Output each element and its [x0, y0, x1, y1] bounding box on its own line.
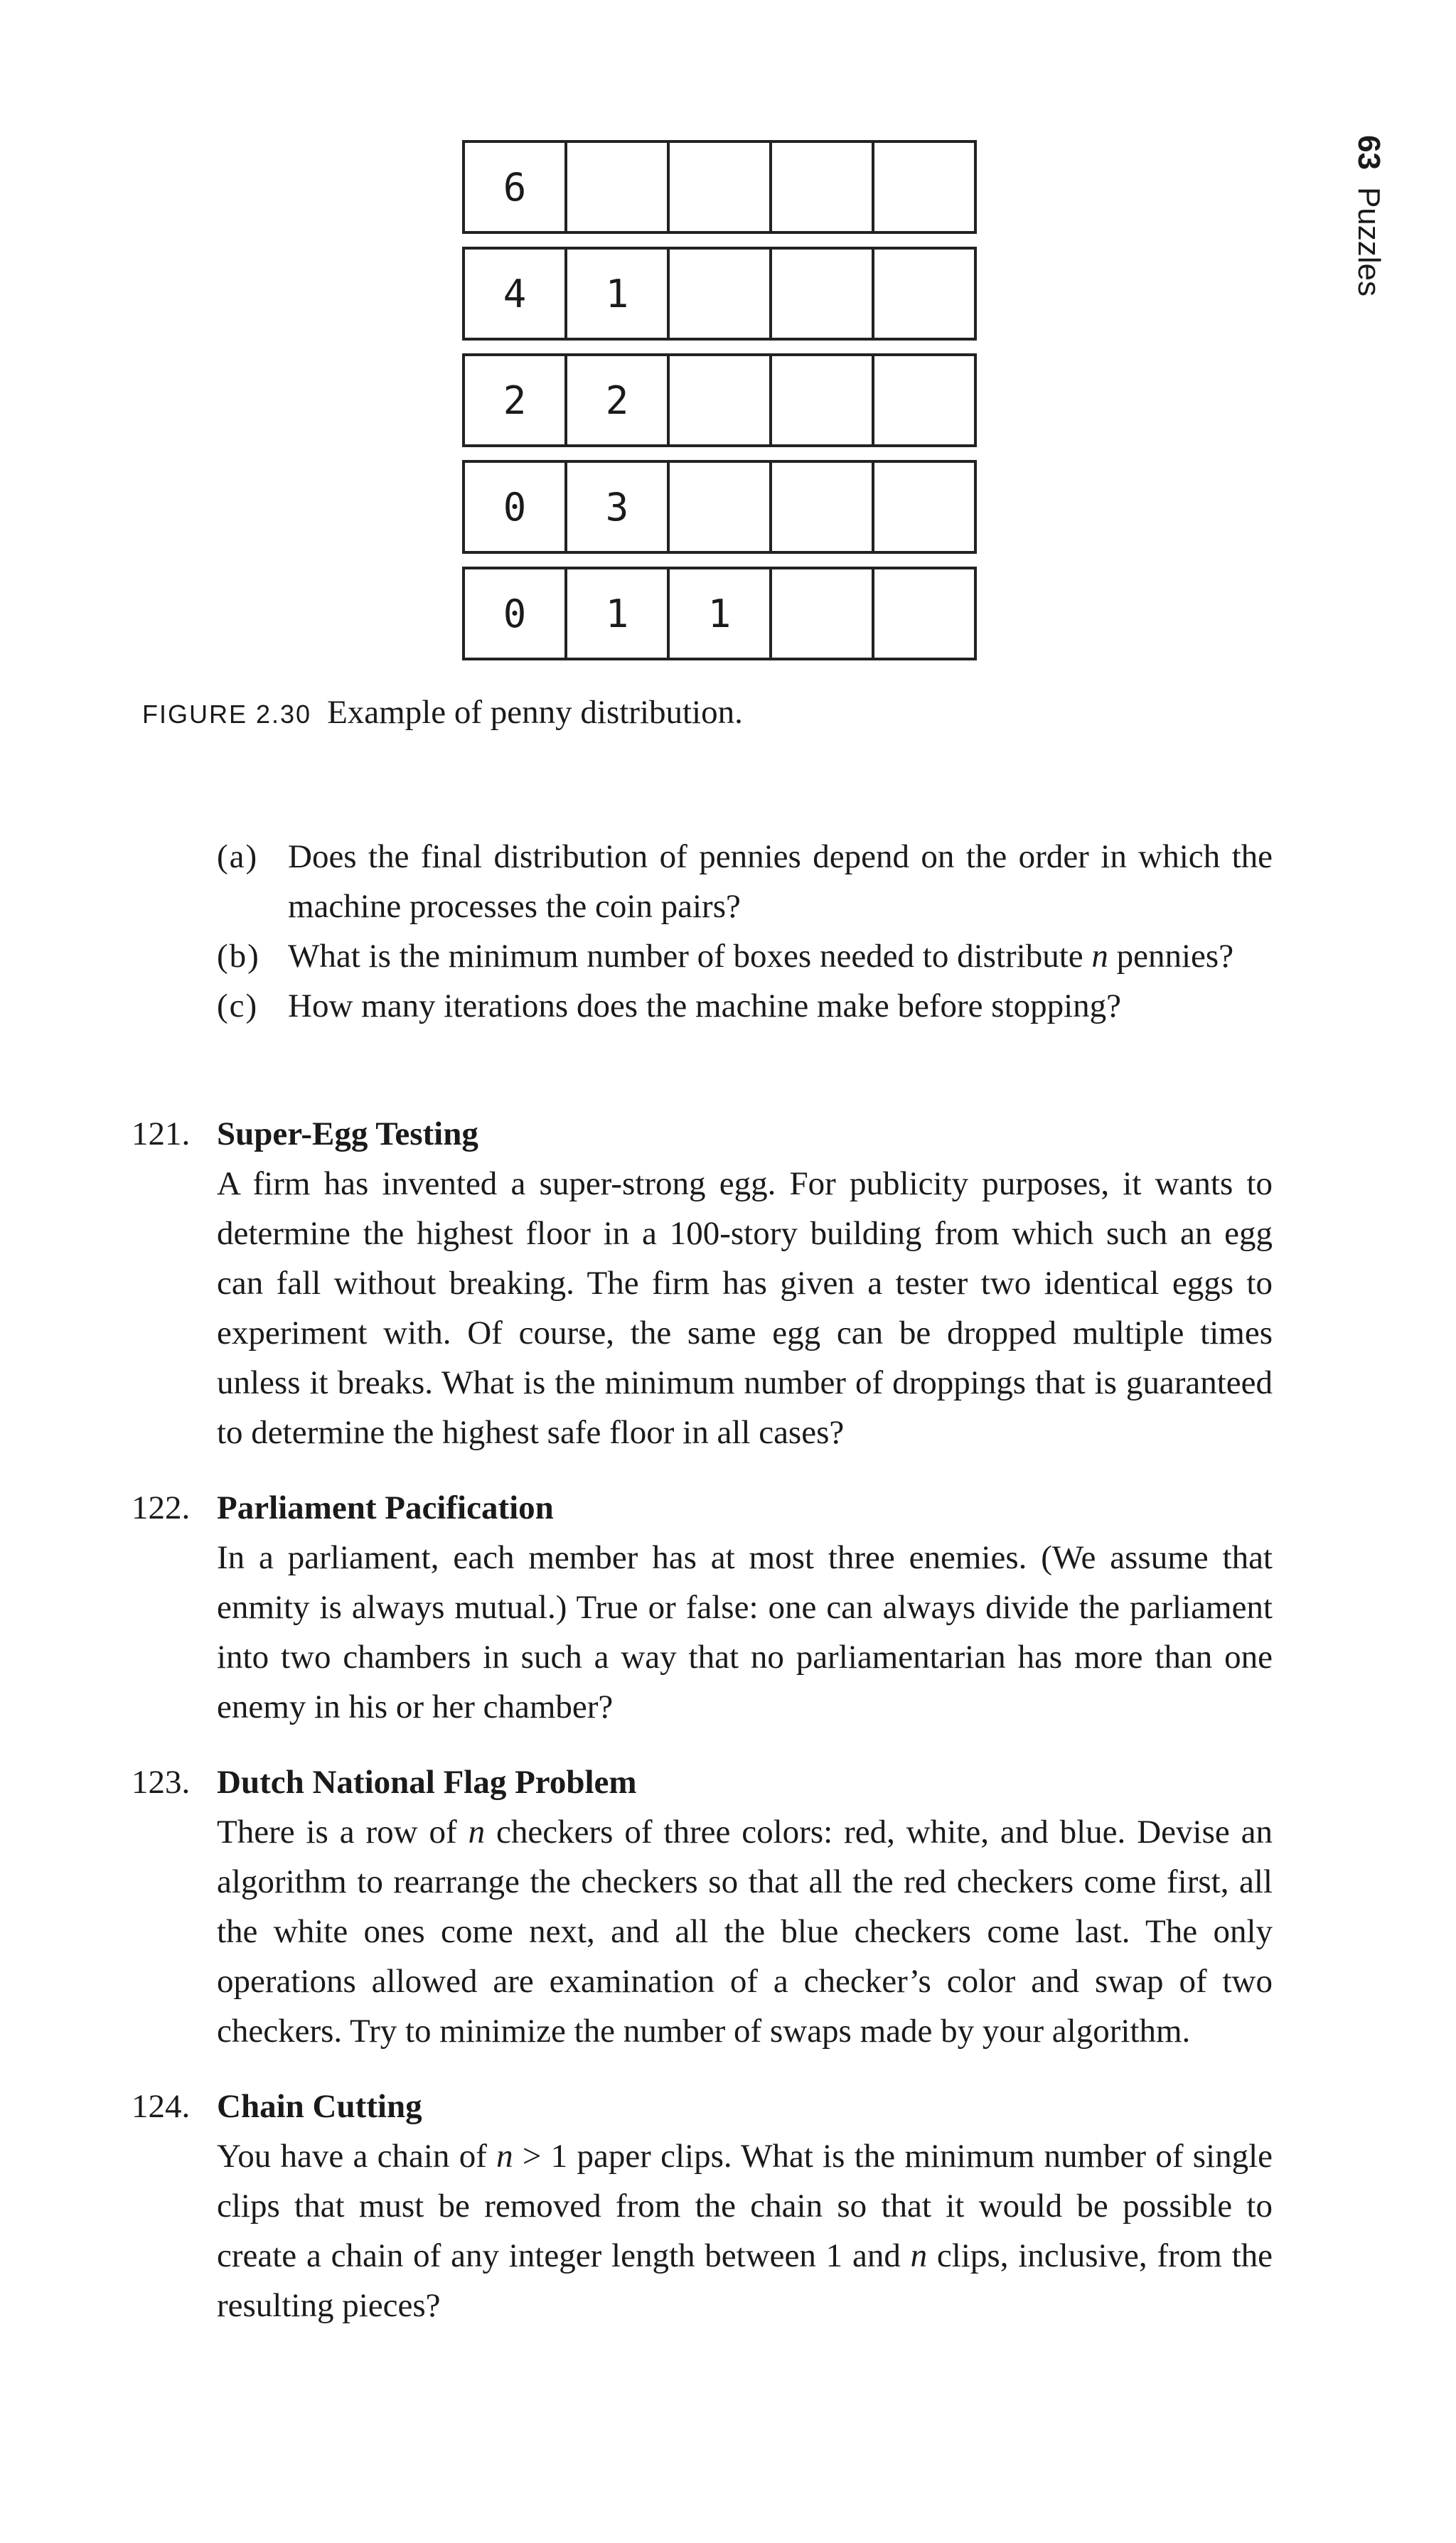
problem-number: 123. [132, 1764, 191, 1801]
problem-body-part: > 1 paper clips. What is the minimum number of single clips that must be removed from the chain so that it would be possible to create a chain of any integer length between 1 and [217, 2138, 1273, 2274]
problem-body-part: clips, inclusive, from the resulting pieces? [217, 2237, 1273, 2324]
box-cell [667, 460, 772, 554]
problem-number: 121. [132, 1115, 191, 1152]
problem-124 [132, 2082, 1273, 2330]
figure-caption [142, 693, 743, 732]
penny-distribution-figure [462, 140, 987, 673]
box-cell [667, 140, 772, 234]
subquestion-text: Does the final distribution of pennies depend on the order in which the machine processes the coin pairs? [288, 838, 1273, 925]
subquestion-label: (a) [217, 838, 259, 875]
box-cell: 2 [564, 353, 670, 447]
subquestion-item [217, 931, 1273, 981]
box-cell [769, 140, 874, 234]
subquestion-text [288, 931, 1273, 981]
box-cell: 1 [667, 567, 772, 660]
box-cell [769, 353, 874, 447]
figure-caption-text: Example of penny distribution. [327, 694, 743, 731]
box-cell [872, 460, 977, 554]
problem-123 [132, 1757, 1273, 2056]
problem-title: Chain Cutting [217, 2088, 422, 2125]
problem-title: Dutch National Flag Problem [217, 1764, 637, 1801]
box-cell [872, 567, 977, 660]
box-cell: 1 [564, 567, 670, 660]
problem-heading [132, 1757, 1273, 1807]
subquestion-label: (b) [217, 938, 260, 975]
box-row [462, 567, 987, 660]
box-cell [769, 247, 874, 341]
problem-heading [132, 2082, 1273, 2131]
problem-list [132, 1109, 1273, 2356]
subquestion-item [217, 981, 1273, 1031]
box-row [462, 353, 987, 447]
subquestion-text: How many iterations does the machine make before stopping? [288, 987, 1122, 1024]
subquestion-text-part: What is the minimum number of boxes needed to distribute [288, 938, 1083, 975]
problem-body [217, 2131, 1273, 2330]
problem-121 [132, 1109, 1273, 1457]
box-cell [872, 353, 977, 447]
math-variable: n [496, 2138, 513, 2175]
subquestion-text-part: pennies? [1116, 938, 1234, 975]
box-cell: 3 [564, 460, 670, 554]
subquestion-list [217, 832, 1273, 1031]
problem-number: 124. [132, 2088, 191, 2125]
math-variable: n [1091, 938, 1108, 975]
box-cell: 0 [462, 567, 567, 660]
box-cell [769, 567, 874, 660]
page-number: 63 [1351, 135, 1386, 170]
box-row [462, 247, 987, 341]
problem-body: In a parliament, each member has at most three enemies. (We assume that enmity is always mutual.) True or false: one can always divide the parliament into two chambers in such a way that no parliamentarian has more than one enemy in his or her chamber? [217, 1539, 1273, 1725]
section-name: Puzzles [1351, 186, 1386, 297]
running-head [1347, 135, 1397, 320]
box-cell: 0 [462, 460, 567, 554]
problem-body-part: You have a chain of [217, 2138, 487, 2175]
subquestion-item [217, 832, 1273, 931]
problem-body-part: checkers of three colors: red, white, and blue. Devise an algorithm to rearrange the checkers so that all the red checkers come first, all the white ones come next, and all the blue checkers come last. The only operations allowed are examination of a checker’s color and swap of two checkers. Try to minimize the number of swaps made by your algorithm. [217, 1814, 1273, 2050]
subquestion-label: (c) [217, 987, 259, 1024]
math-variable: n [468, 1814, 486, 1851]
box-cell [667, 353, 772, 447]
box-row [462, 140, 987, 234]
box-cell [872, 247, 977, 341]
box-cell [872, 140, 977, 234]
problem-heading [132, 1483, 1273, 1533]
problem-title: Parliament Pacification [217, 1489, 554, 1526]
problem-body [217, 1807, 1273, 2056]
box-cell [769, 460, 874, 554]
figure-caption-label: FIGURE 2.30 [142, 700, 312, 729]
box-cell: 6 [462, 140, 567, 234]
math-variable: n [910, 2237, 928, 2274]
problem-number: 122. [132, 1489, 191, 1526]
problem-heading [132, 1109, 1273, 1159]
box-cell [564, 140, 670, 234]
problem-body: A firm has invented a super-strong egg. For publicity purposes, it wants to determine the highest floor in a 100-story building from which such an egg can fall without breaking. The firm has given a tester two identical eggs to experiment with. Of course, the same egg can be dropped multiple times unless it breaks. What is the minimum number of droppings that is guaranteed to determine the highest safe floor in all cases? [217, 1165, 1273, 1451]
box-cell: 1 [564, 247, 670, 341]
problem-body-part: There is a row of [217, 1814, 457, 1851]
box-cell: 4 [462, 247, 567, 341]
problem-title: Super-Egg Testing [217, 1115, 478, 1152]
problem-122 [132, 1483, 1273, 1732]
box-cell: 2 [462, 353, 567, 447]
box-cell [667, 247, 772, 341]
box-row [462, 460, 987, 554]
